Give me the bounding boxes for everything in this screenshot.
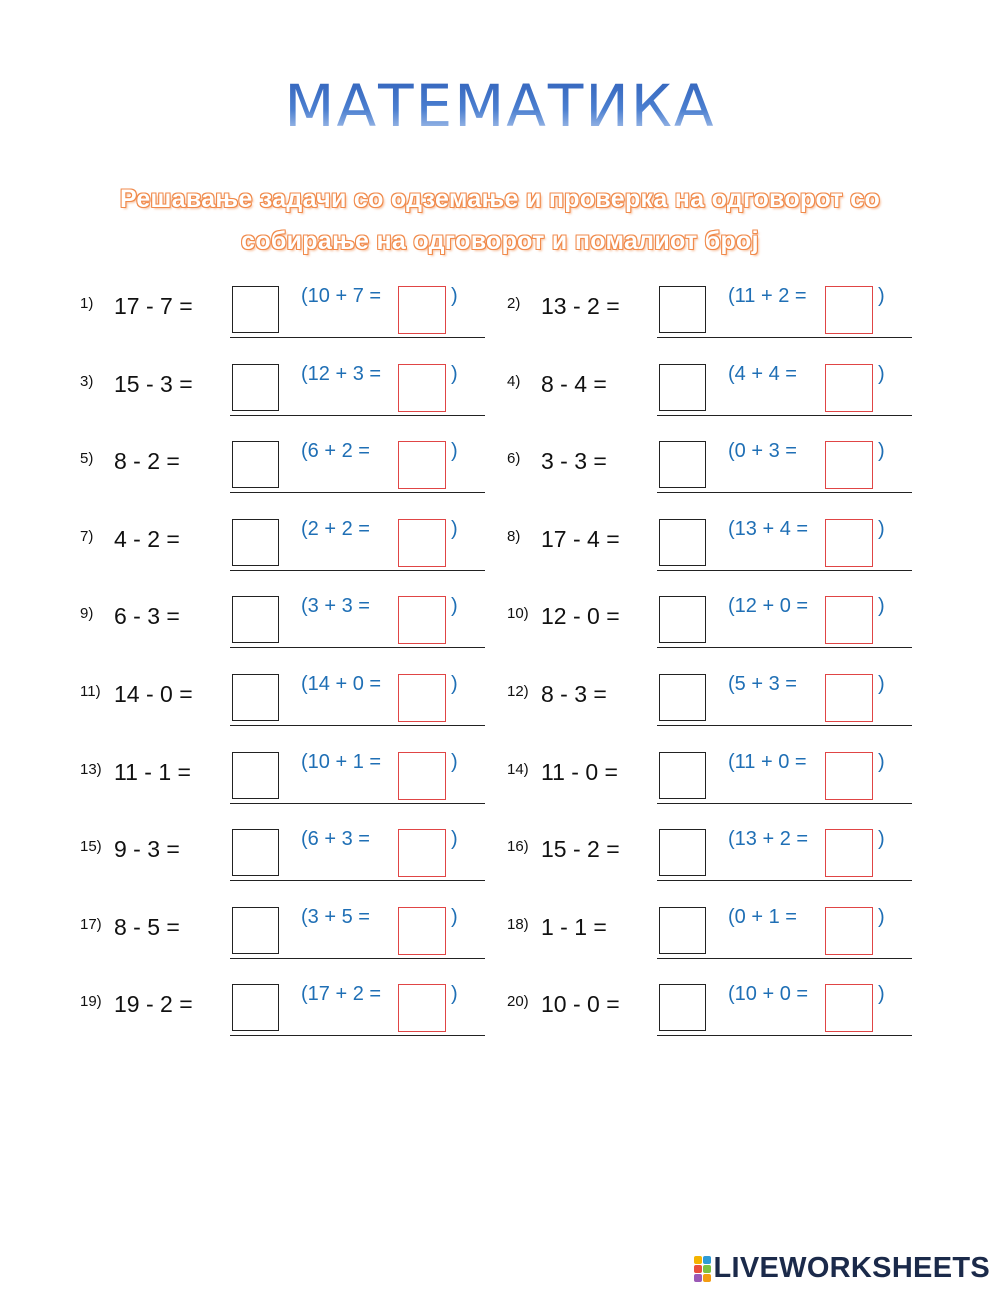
problem-10: [507, 597, 927, 657]
subtraction-expression: 1 - 1 =: [541, 914, 607, 940]
problem-2: [507, 287, 927, 347]
problem-17: [80, 908, 500, 968]
answer-line: [230, 880, 485, 881]
liveworksheets-logo: [694, 1252, 991, 1285]
instructions-line-2: собирање на одговорот и помалиот број: [241, 227, 759, 255]
answer-box[interactable]: [659, 441, 706, 488]
check-answer-box[interactable]: [398, 752, 446, 800]
instructions-line-1: Решавање задачи со одземање и проверка на одговорот со: [119, 185, 881, 213]
check-close-paren: ): [878, 983, 885, 1005]
check-answer-box[interactable]: [825, 752, 873, 800]
problem-number: 7): [80, 528, 94, 545]
answer-box[interactable]: [659, 286, 706, 333]
answer-box[interactable]: [659, 364, 706, 411]
problem-number: 15): [80, 838, 102, 855]
check-answer-box[interactable]: [398, 596, 446, 644]
subtraction-expression: 4 - 2 =: [114, 526, 180, 552]
instructions: [40, 178, 960, 262]
problem-1: [80, 287, 500, 347]
subtraction-expression: 8 - 4 =: [541, 371, 607, 397]
check-expression: (11 + 0 =: [728, 751, 807, 773]
check-close-paren: ): [878, 751, 885, 773]
check-expression: (6 + 2 =: [301, 440, 370, 462]
subtraction-expression: 14 - 0 =: [114, 681, 193, 707]
problem-number: 10): [507, 605, 529, 622]
check-expression: (4 + 4 =: [728, 363, 797, 385]
problem-number: 12): [507, 683, 529, 700]
problem-number: 18): [507, 916, 529, 933]
problem-8: [507, 520, 927, 580]
check-close-paren: ): [451, 440, 458, 462]
problem-15: [80, 830, 500, 890]
check-close-paren: ): [878, 828, 885, 850]
answer-box[interactable]: [232, 286, 279, 333]
answer-box[interactable]: [232, 907, 279, 954]
problem-20: [507, 985, 927, 1045]
answer-box[interactable]: [659, 596, 706, 643]
check-close-paren: ): [878, 673, 885, 695]
answer-line: [230, 647, 485, 648]
check-close-paren: ): [878, 285, 885, 307]
check-expression: (13 + 2 =: [728, 828, 809, 850]
answer-box[interactable]: [659, 907, 706, 954]
check-close-paren: ): [451, 673, 458, 695]
check-answer-box[interactable]: [825, 286, 873, 334]
problem-number: 9): [80, 605, 94, 622]
subtraction-expression: 17 - 4 =: [541, 526, 620, 552]
answer-line: [657, 958, 912, 959]
check-expression: (3 + 5 =: [301, 906, 370, 928]
subtraction-expression: 11 - 0 =: [541, 759, 618, 785]
check-answer-box[interactable]: [825, 519, 873, 567]
logo-icon: [694, 1256, 711, 1282]
problem-number: 4): [507, 373, 521, 390]
answer-line: [657, 337, 912, 338]
subtraction-expression: 11 - 1 =: [114, 759, 191, 785]
check-answer-box[interactable]: [825, 364, 873, 412]
check-close-paren: ): [451, 983, 458, 1005]
problem-7: [80, 520, 500, 580]
check-expression: (11 + 2 =: [728, 285, 807, 307]
check-answer-box[interactable]: [398, 519, 446, 567]
answer-box[interactable]: [659, 752, 706, 799]
check-close-paren: ): [451, 518, 458, 540]
check-answer-box[interactable]: [398, 674, 446, 722]
answer-box[interactable]: [232, 984, 279, 1031]
subtraction-expression: 12 - 0 =: [541, 603, 620, 629]
problem-number: 3): [80, 373, 94, 390]
check-close-paren: ): [878, 440, 885, 462]
answer-line: [657, 492, 912, 493]
check-answer-box[interactable]: [825, 984, 873, 1032]
answer-line: [657, 415, 912, 416]
check-close-paren: ): [451, 595, 458, 617]
answer-box[interactable]: [659, 519, 706, 566]
check-expression: (0 + 1 =: [728, 906, 797, 928]
subtraction-expression: 15 - 2 =: [541, 836, 620, 862]
subtraction-expression: 13 - 2 =: [541, 293, 620, 319]
answer-box[interactable]: [232, 752, 279, 799]
check-expression: (10 + 0 =: [728, 983, 809, 1005]
problem-number: 19): [80, 993, 102, 1010]
answer-box[interactable]: [232, 441, 279, 488]
answer-line: [657, 725, 912, 726]
answer-box[interactable]: [232, 674, 279, 721]
check-expression: (10 + 7 =: [301, 285, 382, 307]
problem-number: 16): [507, 838, 529, 855]
check-close-paren: ): [451, 751, 458, 773]
subtraction-expression: 3 - 3 =: [541, 448, 607, 474]
problem-12: [507, 675, 927, 735]
answer-box[interactable]: [232, 829, 279, 876]
problem-4: [507, 365, 927, 425]
check-expression: (10 + 1 =: [301, 751, 382, 773]
problem-number: 2): [507, 295, 521, 312]
answer-line: [230, 1035, 485, 1036]
page-title: МАТЕМАТИКА: [0, 72, 1000, 140]
logo-text: LIVEWORKSHEETS: [713, 1252, 990, 1284]
subtraction-expression: 15 - 3 =: [114, 371, 193, 397]
answer-line: [657, 647, 912, 648]
check-answer-box[interactable]: [825, 674, 873, 722]
subtraction-expression: 10 - 0 =: [541, 991, 620, 1017]
answer-box[interactable]: [232, 519, 279, 566]
answer-line: [657, 570, 912, 571]
answer-line: [657, 880, 912, 881]
problem-number: 8): [507, 528, 521, 545]
answer-box[interactable]: [232, 596, 279, 643]
check-close-paren: ): [451, 906, 458, 928]
check-expression: (17 + 2 =: [301, 983, 382, 1005]
problem-16: [507, 830, 927, 890]
problem-number: 5): [80, 450, 94, 467]
check-answer-box[interactable]: [825, 441, 873, 489]
answer-line: [230, 803, 485, 804]
check-close-paren: ): [878, 518, 885, 540]
answer-box[interactable]: [232, 364, 279, 411]
subtraction-expression: 8 - 3 =: [541, 681, 607, 707]
problem-3: [80, 365, 500, 425]
check-answer-box[interactable]: [398, 984, 446, 1032]
problem-number: 17): [80, 916, 102, 933]
check-close-paren: ): [878, 363, 885, 385]
problem-14: [507, 753, 927, 813]
check-expression: (6 + 3 =: [301, 828, 370, 850]
check-expression: (5 + 3 =: [728, 673, 797, 695]
subtraction-expression: 8 - 2 =: [114, 448, 180, 474]
answer-line: [657, 1035, 912, 1036]
answer-line: [230, 492, 485, 493]
check-close-paren: ): [451, 828, 458, 850]
problem-13: [80, 753, 500, 813]
subtraction-expression: 17 - 7 =: [114, 293, 193, 319]
check-answer-box[interactable]: [825, 907, 873, 955]
answer-line: [657, 803, 912, 804]
check-answer-box[interactable]: [825, 596, 873, 644]
problem-18: [507, 908, 927, 968]
check-expression: (12 + 3 =: [301, 363, 382, 385]
subtraction-expression: 6 - 3 =: [114, 603, 180, 629]
answer-box[interactable]: [659, 674, 706, 721]
check-expression: (3 + 3 =: [301, 595, 370, 617]
check-expression: (12 + 0 =: [728, 595, 809, 617]
check-expression: (13 + 4 =: [728, 518, 809, 540]
check-answer-box[interactable]: [398, 286, 446, 334]
check-answer-box[interactable]: [398, 441, 446, 489]
answer-line: [230, 570, 485, 571]
problem-number: 11): [80, 683, 101, 700]
check-expression: (14 + 0 =: [301, 673, 382, 695]
check-close-paren: ): [878, 595, 885, 617]
problem-number: 14): [507, 761, 529, 778]
subtraction-expression: 9 - 3 =: [114, 836, 180, 862]
check-answer-box[interactable]: [398, 364, 446, 412]
problem-9: [80, 597, 500, 657]
answer-box[interactable]: [659, 829, 706, 876]
check-answer-box[interactable]: [825, 829, 873, 877]
answer-line: [230, 958, 485, 959]
check-close-paren: ): [878, 906, 885, 928]
check-close-paren: ): [451, 363, 458, 385]
problem-number: 20): [507, 993, 529, 1010]
subtraction-expression: 8 - 5 =: [114, 914, 180, 940]
check-answer-box[interactable]: [398, 907, 446, 955]
answer-line: [230, 415, 485, 416]
answer-line: [230, 725, 485, 726]
check-expression: (2 + 2 =: [301, 518, 370, 540]
problem-19: [80, 985, 500, 1045]
check-answer-box[interactable]: [398, 829, 446, 877]
problem-5: [80, 442, 500, 502]
check-expression: (0 + 3 =: [728, 440, 797, 462]
answer-line: [230, 337, 485, 338]
subtraction-expression: 19 - 2 =: [114, 991, 193, 1017]
problem-number: 13): [80, 761, 102, 778]
answer-box[interactable]: [659, 984, 706, 1031]
problem-11: [80, 675, 500, 735]
problem-number: 1): [80, 295, 94, 312]
check-close-paren: ): [451, 285, 458, 307]
problem-number: 6): [507, 450, 521, 467]
problem-6: [507, 442, 927, 502]
